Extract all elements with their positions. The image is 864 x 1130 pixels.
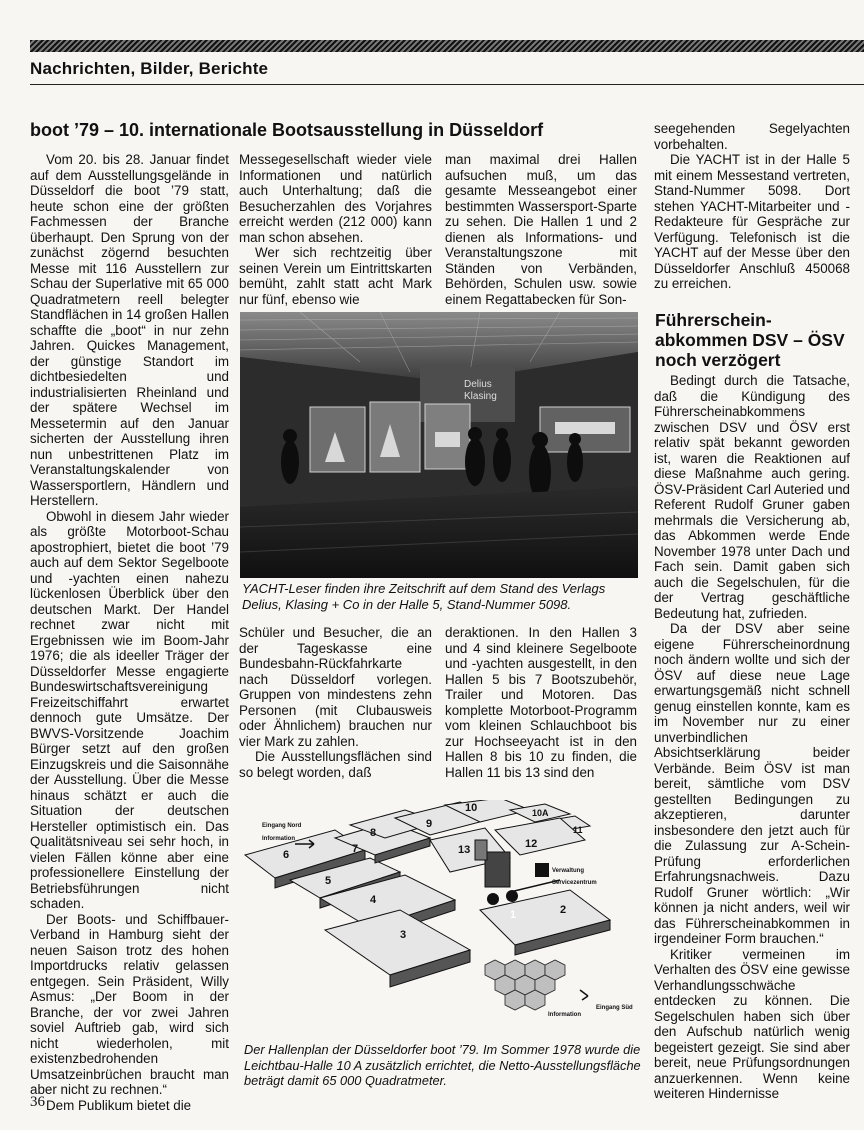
paragraph: Obwohl in diesem Jahr wieder als größte Motorboot-Schau apostrophiert, bietet die boot ’79 auch auf dem Sektor Segelboote und -yachten einen nahezu lückenlosen Überblick über den deutschen Markt. Der Handel rechnet zwar nicht mit Ergebnissen wie im Boom-Jahr 1976; die als ideeller Träger der Düsseldorfer Messe engagierte Bundeswirtschaftsvereinigung Freizeitschiffahrt erwartet dennoch gute Umsätze. Der BWVS-Vorsitzende Joachim Bürger setzt auf den großen Einzugskreis und die Saisonnähe der Ausstellung. Über die Messe hinaus schätzt er auch die Situation der deutschen Hersteller optimistisch ein. Das Qualitätsniveau sei sehr hoch, in vielen Fällen könne aber eine professionellere Einstellung der Betriebsführungen nicht schaden. <box>30 508 229 911</box>
paragraph: seegehenden Segelyachten vorbehalten. <box>654 121 850 152</box>
paragraph: Wer sich rechtzeitig über seinen Verein um Eintrittskarten bemüht, zahlt statt acht Mark nur fünf, ebenso wie <box>239 245 432 307</box>
subheadline: Führerschein-abkommen DSV – ÖSV noch verzögert <box>655 310 845 370</box>
photo-image <box>240 312 638 578</box>
hall-label-7: 7 <box>352 843 359 855</box>
section-title: Nachrichten, Bilder, Berichte <box>30 59 269 78</box>
hall-label-13: 13 <box>458 844 471 856</box>
article-column-3-bottom <box>445 625 637 780</box>
article-headline: boot ’79 – 10. internationale Bootsausstellung in Düsseldorf <box>30 120 544 140</box>
plan-caption: Der Hallenplan der Düsseldorfer boot ’79. Im Sommer 1978 wurde die Leichtbau-Halle 10 A zusätzlich errichtet, die Netto-Ausstellungsfläche beträgt damit 65 000 Quadratmeter. <box>244 1042 641 1088</box>
hall-label-10: 10 <box>465 802 478 814</box>
hall-label-10a: 10A <box>532 808 549 818</box>
section-divider <box>30 84 864 85</box>
label-entrance-north: Eingang Nord <box>262 823 302 829</box>
hall-label-12: 12 <box>525 838 538 850</box>
hall-plan-diagram <box>240 800 640 1035</box>
paragraph: Schüler und Besucher, die an der Tageskasse eine Bundesbahn-Rückfahrkarte nach Düsseldorf vorlegen. Gruppen von mindestens zehn Personen (mit Clubausweis oder Ähnlichem) brauchen nur vier Mark zu zahlen. <box>239 625 432 749</box>
article-column-3-top <box>445 152 637 307</box>
hall-label-2: 2 <box>560 904 567 916</box>
paragraph: Die Ausstellungsflächen sind so belegt worden, daß <box>239 749 432 780</box>
hall-label-1: 1 <box>510 909 517 921</box>
paragraph: Vom 20. bis 28. Januar findet auf dem Ausstellungsgelände in Düsseldorf die boot ’79 statt, heute schon eine der größten Fachmessen der Branche überhaupt. Den Sprung von der zunächst zögernd besuchten Messe mit 116 Ausstellern zur Schau der Superlative mit 65 000 Quadratmetern reell belegter Standflächen in 14 großen Hallen schaffte die „boot“ in nur zehn Jahren. Quickes Management, der günstige Standort im dichtbesiedelten und industrialisierten Rheinland und der spätere Wechsel im Messetermin auf den Januar sicherten der Ausstellung ihren nun unbestrittenen Platz im Veranstaltungskalender von Wassersportlern, Händlern und Herstellern. <box>30 152 229 508</box>
label-service-center: Servicezentrum <box>552 880 597 886</box>
hall-label-3: 3 <box>400 929 407 941</box>
hall-label-6: 6 <box>283 849 290 861</box>
info-marker-1 <box>487 893 499 905</box>
article-column-1 <box>30 152 229 1113</box>
article-column-2-bottom <box>239 625 432 780</box>
hall-label-9: 9 <box>426 818 433 830</box>
article-column-2-top <box>239 152 432 307</box>
exhibition-stand-photo <box>240 312 638 578</box>
paragraph: Die YACHT ist in der Halle 5 mit einem Messestand vertreten, Stand-Nummer 5098. Dort stehen YACHT-Mitarbeiter und -Redakteure für Gespräche zur Verfügung. Telefonisch ist die YACHT auf der Messe über den Düsseldorfer Anschluß 450068 zu erreichen. <box>654 152 850 291</box>
paragraph: Der Boots- und Schiffbauer-Verband in Hamburg sieht der neuen Saison trotz des hohen Importdrucks relativ gelassen entgegen. Sein Präsident, Willy Asmus: „Der Boom in der Branche, der vor zwei Jahren soviel Auftrieb gab, wird sich nicht wiederholen, mit existenzbedrohenden Umsatzeinbrüchen braucht man aber nicht zu rechnen.“ <box>30 911 229 1097</box>
label-entrance-south: Eingang Süd <box>596 1005 633 1011</box>
article-column-4-top <box>654 121 850 292</box>
label-administration: Verwaltung <box>552 868 585 874</box>
page-number: 36 <box>30 1094 45 1110</box>
paragraph: Messegesellschaft wieder viele Informationen und natürlich auch Unterhaltung; daß die Besucherzahlen des Vorjahres erreicht werden (212 000) kann man schon absehen. <box>239 152 432 245</box>
paragraph: Dem Publikum bietet die <box>46 1097 192 1113</box>
hall-label-11: 11 <box>573 825 583 835</box>
administration-icon <box>535 863 549 877</box>
sign-line-2: Klasing <box>464 391 497 402</box>
hall-plan-drawing <box>240 800 640 1035</box>
paragraph: Bedingt durch die Tatsache, daß die Kündigung des Führerscheinabkommens zwischen DSV und ÖSV erst relativ spät bekannt geworden ist, waren die Reaktionen auf diese Maßnahme auch gering. ÖSV-Präsident Carl Auteried und Referent Rudolf Gruner gaben mehrmals die Versicherung ab, das Abkommen werde Ende November 1978 unter Dach und Fach sein. Damit gaben sich auch die Segelschulen, für die der Vertrag geschäftliche Bedeutung hat, zufrieden. <box>654 373 850 621</box>
paragraph: man maximal drei Hallen aufsuchen muß, um das gesamte Messeangebot einer bestimmten Wassersport-Sparte zu sehen. Die Hallen 1 und 2 dienen als Informations- und Veranstaltungszone mit Ständen von Verbänden, Behörden, Schulen usw. sowie einem Regattabecken für Son- <box>445 152 637 307</box>
paragraph: Da der DSV aber seine eigene Führerscheinordnung noch ändern wollte und sich der ÖSV auf diese neue Lage erwartungsgemäß nicht schnell genug einstellen konnte, kam es im November nur zu einer unverbindlichen Absichtserklärung beider Verbände. Beim ÖSV ist man bereit, sämtliche vom DSV gestellten Bedingungen zu akzeptieren, darunter insbesondere den jetzt auch für die Zulassung zur A-Schein-Prüfung erforderlichen Erfahrungsnachweis. Dazu Rudolf Gruner wörtlich: „Wir können ja nicht anders, weil wir das Führerscheinabkommen in irgendeiner Form brauchen.“ <box>654 621 850 946</box>
hall-label-4: 4 <box>370 894 377 906</box>
sign-line-1: Delius <box>464 379 492 390</box>
label-information-north: Information <box>262 836 295 842</box>
service-center-building <box>485 852 510 887</box>
info-marker-2 <box>506 890 518 902</box>
photo-caption: YACHT-Leser finden ihre Zeitschrift auf dem Stand des Verlags Delius, Klasing + Co in der Halle 5, Stand-Nummer 5098. <box>242 581 606 612</box>
hall-label-5: 5 <box>325 875 332 887</box>
hall-label-8: 8 <box>370 827 377 839</box>
article-column-4-bottom <box>654 373 850 1102</box>
header-pattern-bar <box>30 40 864 52</box>
information-pavilions <box>485 960 565 1010</box>
paragraph: deraktionen. In den Hallen 3 und 4 sind kleinere Segelboote und -yachten ausgestellt, in den Hallen 5 bis 7 Bootszubehör, Trailer und Motoren. Das komplette Motorboot-Programm vom kleinen Schlauchboot bis zur Hochseeyacht ist in den Hallen 8 bis 10 zu finden, die Hallen 11 bis 13 sind den <box>445 625 637 780</box>
paragraph: Kritiker vermeinen im Verhalten des ÖSV eine gewisse Verhandlungsschwäche entdecken zu können. Die Segelschulen haben sich über den Aufschub natürlich wenig begeistert gezeigt. Sie sind aber bereit, neue Prüfungsordnungen anzuerkennen. Wenn keine weiteren Hindernisse <box>654 946 850 1101</box>
label-information-south: Information <box>548 1012 581 1018</box>
